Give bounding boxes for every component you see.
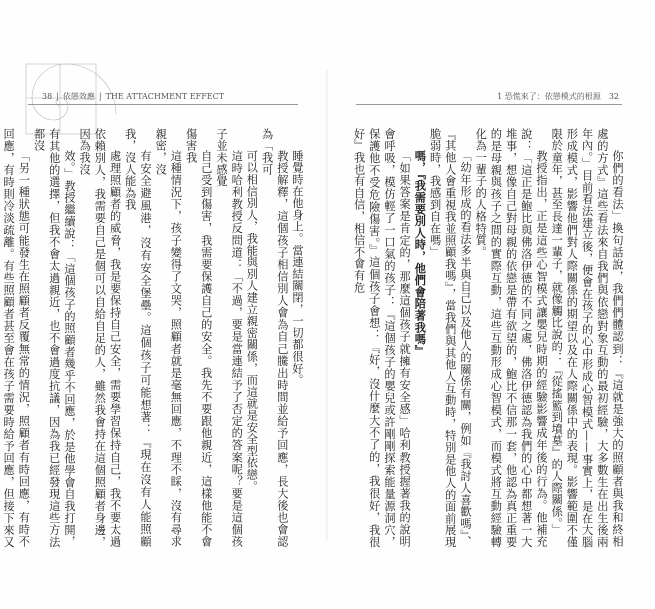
paragraph: 睡覺時在他身上。當連結關閉，一切都很好。 <box>291 150 304 387</box>
paragraph: 教授解釋，這個孩子相信別人會為自己騰出時間並給予回應，長大後也會認為「我可 <box>260 128 289 548</box>
paragraph: 「如果答案是肯定的，那麼這個孩子就擁有安全感」哈利教授握著我的說明會呼吸，模仿輕了一口氣的孩子：『這個孩子的嬰兒或許剛剛探索能量源洞穴，保護他不受危險傷害。』這個孩子會想：『好，沒什麼大不了的，我很好，我很好』我也有自信，相信不會有危 <box>352 128 412 548</box>
paragraph: 教授指出，正是這些心智模式讓嬰兒時期的經驗影響成年後的行為。他補充說：「這正是鮑比與佛洛伊德的不同之處，佛洛伊德認為我們的心中都想著一大堆事，想像自己對母親的依戀是帶有欲望的，鮑比不信那一套，他認為真正重要的是母親與孩子之間的實際互動，這些互動形成心智模式，而模式將互動經驗轉化為一輩子的人格特質。 <box>474 128 548 548</box>
running-head-title-en: THE ATTACHMENT EFFECT <box>105 92 225 101</box>
page-number: 38 <box>42 92 53 101</box>
paragraph: 「另一種狀態可能發生在照顧者反覆無常的情況，照顧者有時回應，有時不回應，有時則冷淡疏離。有些照顧者甚至會在孩子需要時給予回應，但接下來又 <box>2 128 31 548</box>
header-rule <box>356 104 622 105</box>
running-head-left: 38 | 依戀效應 | THE ATTACHMENT EFFECT <box>42 92 225 101</box>
paragraph: 自己受到傷害，我需要保護自己的安全。我先不要跟他親近，這樣他能不會傷害我 <box>184 128 213 548</box>
header-rule <box>28 104 298 105</box>
paragraph-emphasis: 嗎，『我需要別人時，他們會陪著我嗎』 <box>413 150 428 358</box>
body-text-left <box>2 128 305 548</box>
paragraph: 這時哈利教授反問道：「不過，要是當連結予了否定的答案呢？要是這個孩子並未感覺 <box>214 128 244 548</box>
paragraph: 處理照顧者的威脅，我是要保持自己安全，需要學習保持自己，我不要太過依賴別人，我需要自己是個可以自給自足的人，雖然我會持在這個照顧者身邊，因為我沒 <box>78 128 122 548</box>
paragraph: 這種情況下，孩子變得了文哭，照顧者就是毫無回應，不理不睬，沒有尋求親密，沒 <box>154 128 183 548</box>
paragraph: 你們的看法」換句話說，我們們體認到：『這就是強大的照顧者與我和終相處的方式』這些看法來自我們與依戀對象互動的最初經驗，大多數生在出生後兩年內。」目前看法建立後，便會在孩子的心中形成心智模式——事實上，是在大腦形成模式，影響他們對人際關係的期望以及在人際關係中的表現。影響範圍不僅限於童年，甚至長達一輩子，就像觸比說的：『從搖籃到墳墓』的人際關係。」 <box>550 128 624 548</box>
running-head-title: 依戀效應 <box>62 92 95 101</box>
right-page <box>328 0 655 609</box>
paragraph: 有安全避風港，沒有安全堡壘。這個孩子可能想著：『現在沒有人能照顧我，沒人能為我 <box>123 128 152 548</box>
body-text-right <box>352 128 625 548</box>
paragraph: 「幼年形成的看法多半與自己以及他人的關係有關，例如『我討人喜歡嗎』、『其他人會重視我並照顧我嗎』，當我們與其他人互動時，特別是他人的面前展現脆弱時，我感到自在嗎」 <box>428 128 472 548</box>
paragraph: 可以相信別人，我能與別人建立親密關係，而這就是安全型依戀。 <box>245 150 259 493</box>
page-number: 32 <box>608 92 619 101</box>
running-head-right <box>497 92 619 102</box>
running-head-title: 1 恐慌來了：依戀模式的根源 <box>497 92 601 101</box>
left-page <box>0 0 327 609</box>
paragraph: 效。」教授繼續說：「這個孩子的照顧者幾乎不回應，於是他學會自我打開，有其他的選擇，但我不會太過親近，也不會過度抗議，因為我已經發現這些方法都沒 <box>32 128 76 548</box>
